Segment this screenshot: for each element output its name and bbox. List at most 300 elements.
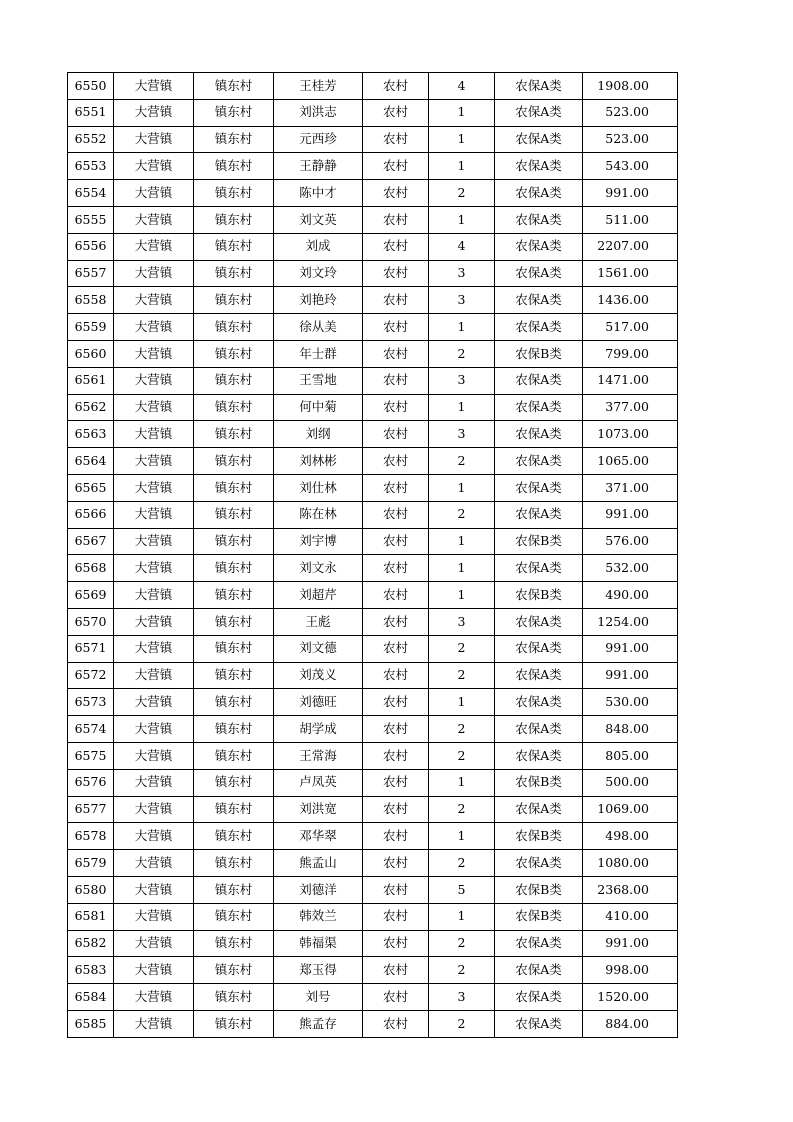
person-count-cell: 2: [429, 501, 495, 528]
person-count-cell: 1: [429, 394, 495, 421]
household-type-cell: 农村: [363, 73, 429, 100]
insurance-category-cell: 农保B类: [495, 823, 583, 850]
row-number-cell: 6577: [68, 796, 114, 823]
household-type-cell: 农村: [363, 823, 429, 850]
person-count-cell: 5: [429, 876, 495, 903]
town-cell: 大营镇: [114, 421, 194, 448]
insurance-category-cell: 农保A类: [495, 635, 583, 662]
amount-cell: 2368.00: [583, 876, 678, 903]
name-cell: 刘仕林: [274, 474, 363, 501]
table-row: [68, 662, 678, 689]
town-cell: 大营镇: [114, 233, 194, 260]
village-cell: 镇东村: [194, 99, 274, 126]
table-row: [68, 367, 678, 394]
name-cell: 陈中才: [274, 180, 363, 207]
table-row: [68, 233, 678, 260]
name-cell: 刘文永: [274, 555, 363, 582]
insurance-category-cell: 农保B类: [495, 340, 583, 367]
village-cell: 镇东村: [194, 555, 274, 582]
household-type-cell: 农村: [363, 528, 429, 555]
village-cell: 镇东村: [194, 448, 274, 475]
row-number-cell: 6556: [68, 233, 114, 260]
town-cell: 大营镇: [114, 206, 194, 233]
household-type-cell: 农村: [363, 206, 429, 233]
person-count-cell: 1: [429, 823, 495, 850]
insurance-category-cell: 农保A类: [495, 421, 583, 448]
household-type-cell: 农村: [363, 501, 429, 528]
person-count-cell: 1: [429, 126, 495, 153]
table-row: [68, 716, 678, 743]
row-number-cell: 6550: [68, 73, 114, 100]
household-type-cell: 农村: [363, 287, 429, 314]
person-count-cell: 2: [429, 957, 495, 984]
insurance-category-cell: 农保A类: [495, 99, 583, 126]
insurance-category-cell: 农保A类: [495, 73, 583, 100]
table-row: [68, 99, 678, 126]
name-cell: 王彪: [274, 608, 363, 635]
row-number-cell: 6551: [68, 99, 114, 126]
amount-cell: 1069.00: [583, 796, 678, 823]
name-cell: 何中菊: [274, 394, 363, 421]
village-cell: 镇东村: [194, 73, 274, 100]
household-type-cell: 农村: [363, 716, 429, 743]
household-type-cell: 农村: [363, 340, 429, 367]
household-type-cell: 农村: [363, 394, 429, 421]
town-cell: 大营镇: [114, 582, 194, 609]
person-count-cell: 1: [429, 153, 495, 180]
row-number-cell: 6555: [68, 206, 114, 233]
village-cell: 镇东村: [194, 930, 274, 957]
row-number-cell: 6585: [68, 1010, 114, 1037]
person-count-cell: 2: [429, 635, 495, 662]
town-cell: 大营镇: [114, 1010, 194, 1037]
person-count-cell: 3: [429, 260, 495, 287]
household-type-cell: 农村: [363, 796, 429, 823]
household-type-cell: 农村: [363, 474, 429, 501]
table-row: [68, 153, 678, 180]
row-number-cell: 6570: [68, 608, 114, 635]
amount-cell: 1065.00: [583, 448, 678, 475]
village-cell: 镇东村: [194, 957, 274, 984]
insurance-category-cell: 农保A类: [495, 180, 583, 207]
household-type-cell: 农村: [363, 180, 429, 207]
person-count-cell: 2: [429, 850, 495, 877]
records-table: [67, 72, 678, 1038]
town-cell: 大营镇: [114, 126, 194, 153]
town-cell: 大营镇: [114, 742, 194, 769]
name-cell: 刘洪宽: [274, 796, 363, 823]
insurance-category-cell: 农保A类: [495, 287, 583, 314]
amount-cell: 1471.00: [583, 367, 678, 394]
insurance-category-cell: 农保A类: [495, 608, 583, 635]
insurance-category-cell: 农保A类: [495, 474, 583, 501]
row-number-cell: 6584: [68, 984, 114, 1011]
table-row: [68, 984, 678, 1011]
amount-cell: 490.00: [583, 582, 678, 609]
amount-cell: 991.00: [583, 662, 678, 689]
person-count-cell: 2: [429, 796, 495, 823]
amount-cell: 998.00: [583, 957, 678, 984]
name-cell: 徐从美: [274, 314, 363, 341]
table-row: [68, 180, 678, 207]
insurance-category-cell: 农保A类: [495, 233, 583, 260]
town-cell: 大营镇: [114, 823, 194, 850]
household-type-cell: 农村: [363, 260, 429, 287]
village-cell: 镇东村: [194, 180, 274, 207]
row-number-cell: 6579: [68, 850, 114, 877]
village-cell: 镇东村: [194, 233, 274, 260]
name-cell: 熊孟存: [274, 1010, 363, 1037]
name-cell: 刘艳玲: [274, 287, 363, 314]
table-row: [68, 769, 678, 796]
amount-cell: 1520.00: [583, 984, 678, 1011]
insurance-category-cell: 农保A类: [495, 957, 583, 984]
table-row: [68, 126, 678, 153]
town-cell: 大营镇: [114, 367, 194, 394]
village-cell: 镇东村: [194, 876, 274, 903]
row-number-cell: 6552: [68, 126, 114, 153]
table-row: [68, 823, 678, 850]
household-type-cell: 农村: [363, 608, 429, 635]
town-cell: 大营镇: [114, 528, 194, 555]
person-count-cell: 2: [429, 716, 495, 743]
person-count-cell: 2: [429, 662, 495, 689]
town-cell: 大营镇: [114, 314, 194, 341]
insurance-category-cell: 农保A类: [495, 501, 583, 528]
insurance-category-cell: 农保A类: [495, 153, 583, 180]
table-row: [68, 206, 678, 233]
household-type-cell: 农村: [363, 582, 429, 609]
name-cell: 王雪地: [274, 367, 363, 394]
amount-cell: 498.00: [583, 823, 678, 850]
amount-cell: 523.00: [583, 126, 678, 153]
household-type-cell: 农村: [363, 233, 429, 260]
name-cell: 郑玉得: [274, 957, 363, 984]
household-type-cell: 农村: [363, 984, 429, 1011]
name-cell: 刘成: [274, 233, 363, 260]
town-cell: 大营镇: [114, 769, 194, 796]
table-row: [68, 287, 678, 314]
table-row: [68, 903, 678, 930]
village-cell: 镇东村: [194, 796, 274, 823]
household-type-cell: 农村: [363, 367, 429, 394]
table-row: [68, 635, 678, 662]
person-count-cell: 1: [429, 903, 495, 930]
town-cell: 大营镇: [114, 153, 194, 180]
table-row: [68, 608, 678, 635]
table-row: [68, 689, 678, 716]
row-number-cell: 6574: [68, 716, 114, 743]
table-row: [68, 448, 678, 475]
household-type-cell: 农村: [363, 635, 429, 662]
village-cell: 镇东村: [194, 662, 274, 689]
amount-cell: 991.00: [583, 635, 678, 662]
insurance-category-cell: 农保B类: [495, 582, 583, 609]
insurance-category-cell: 农保A类: [495, 742, 583, 769]
row-number-cell: 6563: [68, 421, 114, 448]
insurance-category-cell: 农保B类: [495, 903, 583, 930]
name-cell: 王桂芳: [274, 73, 363, 100]
insurance-category-cell: 农保A类: [495, 448, 583, 475]
table-row: [68, 394, 678, 421]
table-row: [68, 528, 678, 555]
household-type-cell: 农村: [363, 99, 429, 126]
village-cell: 镇东村: [194, 340, 274, 367]
row-number-cell: 6573: [68, 689, 114, 716]
town-cell: 大营镇: [114, 850, 194, 877]
town-cell: 大营镇: [114, 501, 194, 528]
table-row: [68, 555, 678, 582]
person-count-cell: 1: [429, 555, 495, 582]
table-row: [68, 742, 678, 769]
village-cell: 镇东村: [194, 367, 274, 394]
village-cell: 镇东村: [194, 314, 274, 341]
person-count-cell: 2: [429, 1010, 495, 1037]
row-number-cell: 6564: [68, 448, 114, 475]
household-type-cell: 农村: [363, 448, 429, 475]
person-count-cell: 3: [429, 287, 495, 314]
town-cell: 大营镇: [114, 903, 194, 930]
table-row: [68, 474, 678, 501]
person-count-cell: 1: [429, 528, 495, 555]
table-row: [68, 340, 678, 367]
person-count-cell: 2: [429, 448, 495, 475]
person-count-cell: 2: [429, 180, 495, 207]
village-cell: 镇东村: [194, 769, 274, 796]
amount-cell: 805.00: [583, 742, 678, 769]
amount-cell: 799.00: [583, 340, 678, 367]
town-cell: 大营镇: [114, 716, 194, 743]
row-number-cell: 6575: [68, 742, 114, 769]
insurance-category-cell: 农保A类: [495, 716, 583, 743]
amount-cell: 377.00: [583, 394, 678, 421]
row-number-cell: 6569: [68, 582, 114, 609]
row-number-cell: 6571: [68, 635, 114, 662]
row-number-cell: 6558: [68, 287, 114, 314]
town-cell: 大营镇: [114, 180, 194, 207]
row-number-cell: 6583: [68, 957, 114, 984]
insurance-category-cell: 农保B类: [495, 769, 583, 796]
name-cell: 韩效兰: [274, 903, 363, 930]
household-type-cell: 农村: [363, 850, 429, 877]
table-row: [68, 260, 678, 287]
amount-cell: 991.00: [583, 180, 678, 207]
household-type-cell: 农村: [363, 421, 429, 448]
person-count-cell: 1: [429, 206, 495, 233]
amount-cell: 523.00: [583, 99, 678, 126]
insurance-category-cell: 农保A类: [495, 689, 583, 716]
row-number-cell: 6561: [68, 367, 114, 394]
person-count-cell: 4: [429, 233, 495, 260]
insurance-category-cell: 农保A类: [495, 555, 583, 582]
household-type-cell: 农村: [363, 126, 429, 153]
person-count-cell: 4: [429, 73, 495, 100]
amount-cell: 500.00: [583, 769, 678, 796]
name-cell: 刘洪志: [274, 99, 363, 126]
person-count-cell: 2: [429, 742, 495, 769]
table-row: [68, 582, 678, 609]
village-cell: 镇东村: [194, 582, 274, 609]
row-number-cell: 6560: [68, 340, 114, 367]
name-cell: 刘文英: [274, 206, 363, 233]
name-cell: 元西珍: [274, 126, 363, 153]
village-cell: 镇东村: [194, 528, 274, 555]
village-cell: 镇东村: [194, 126, 274, 153]
amount-cell: 1908.00: [583, 73, 678, 100]
person-count-cell: 2: [429, 930, 495, 957]
name-cell: 胡学成: [274, 716, 363, 743]
amount-cell: 543.00: [583, 153, 678, 180]
person-count-cell: 1: [429, 99, 495, 126]
amount-cell: 371.00: [583, 474, 678, 501]
amount-cell: 884.00: [583, 1010, 678, 1037]
town-cell: 大营镇: [114, 99, 194, 126]
town-cell: 大营镇: [114, 287, 194, 314]
row-number-cell: 6559: [68, 314, 114, 341]
table-row: [68, 314, 678, 341]
row-number-cell: 6562: [68, 394, 114, 421]
person-count-cell: 3: [429, 984, 495, 1011]
town-cell: 大营镇: [114, 876, 194, 903]
amount-cell: 517.00: [583, 314, 678, 341]
village-cell: 镇东村: [194, 206, 274, 233]
village-cell: 镇东村: [194, 394, 274, 421]
table-row: [68, 1010, 678, 1037]
name-cell: 年士群: [274, 340, 363, 367]
name-cell: 王静静: [274, 153, 363, 180]
town-cell: 大营镇: [114, 73, 194, 100]
table-row: [68, 421, 678, 448]
row-number-cell: 6568: [68, 555, 114, 582]
name-cell: 卢凤英: [274, 769, 363, 796]
insurance-category-cell: 农保A类: [495, 984, 583, 1011]
name-cell: 陈在林: [274, 501, 363, 528]
village-cell: 镇东村: [194, 823, 274, 850]
insurance-category-cell: 农保A类: [495, 1010, 583, 1037]
household-type-cell: 农村: [363, 957, 429, 984]
household-type-cell: 农村: [363, 1010, 429, 1037]
village-cell: 镇东村: [194, 501, 274, 528]
name-cell: 王常海: [274, 742, 363, 769]
amount-cell: 576.00: [583, 528, 678, 555]
household-type-cell: 农村: [363, 769, 429, 796]
name-cell: 刘文玲: [274, 260, 363, 287]
name-cell: 刘茂义: [274, 662, 363, 689]
amount-cell: 1073.00: [583, 421, 678, 448]
insurance-category-cell: 农保A类: [495, 394, 583, 421]
name-cell: 刘林彬: [274, 448, 363, 475]
amount-cell: 511.00: [583, 206, 678, 233]
row-number-cell: 6567: [68, 528, 114, 555]
town-cell: 大营镇: [114, 796, 194, 823]
insurance-category-cell: 农保A类: [495, 796, 583, 823]
name-cell: 刘德旺: [274, 689, 363, 716]
town-cell: 大营镇: [114, 662, 194, 689]
village-cell: 镇东村: [194, 635, 274, 662]
insurance-category-cell: 农保A类: [495, 850, 583, 877]
row-number-cell: 6554: [68, 180, 114, 207]
name-cell: 刘德洋: [274, 876, 363, 903]
table-row: [68, 501, 678, 528]
amount-cell: 2207.00: [583, 233, 678, 260]
amount-cell: 410.00: [583, 903, 678, 930]
amount-cell: 1080.00: [583, 850, 678, 877]
household-type-cell: 农村: [363, 689, 429, 716]
insurance-category-cell: 农保A类: [495, 206, 583, 233]
amount-cell: 991.00: [583, 930, 678, 957]
village-cell: 镇东村: [194, 474, 274, 501]
person-count-cell: 1: [429, 314, 495, 341]
village-cell: 镇东村: [194, 421, 274, 448]
insurance-category-cell: 农保B类: [495, 528, 583, 555]
town-cell: 大营镇: [114, 555, 194, 582]
town-cell: 大营镇: [114, 340, 194, 367]
row-number-cell: 6557: [68, 260, 114, 287]
village-cell: 镇东村: [194, 608, 274, 635]
name-cell: 熊孟山: [274, 850, 363, 877]
amount-cell: 532.00: [583, 555, 678, 582]
insurance-category-cell: 农保A类: [495, 314, 583, 341]
person-count-cell: 3: [429, 608, 495, 635]
household-type-cell: 农村: [363, 555, 429, 582]
name-cell: 刘号: [274, 984, 363, 1011]
amount-cell: 1561.00: [583, 260, 678, 287]
town-cell: 大营镇: [114, 394, 194, 421]
town-cell: 大营镇: [114, 448, 194, 475]
table-row: [68, 930, 678, 957]
name-cell: 刘纲: [274, 421, 363, 448]
town-cell: 大营镇: [114, 930, 194, 957]
insurance-category-cell: 农保A类: [495, 367, 583, 394]
row-number-cell: 6580: [68, 876, 114, 903]
village-cell: 镇东村: [194, 903, 274, 930]
row-number-cell: 6572: [68, 662, 114, 689]
person-count-cell: 1: [429, 474, 495, 501]
village-cell: 镇东村: [194, 984, 274, 1011]
person-count-cell: 3: [429, 421, 495, 448]
town-cell: 大营镇: [114, 260, 194, 287]
insurance-category-cell: 农保B类: [495, 876, 583, 903]
name-cell: 刘文德: [274, 635, 363, 662]
village-cell: 镇东村: [194, 1010, 274, 1037]
row-number-cell: 6581: [68, 903, 114, 930]
insurance-category-cell: 农保A类: [495, 126, 583, 153]
village-cell: 镇东村: [194, 742, 274, 769]
insurance-category-cell: 农保A类: [495, 260, 583, 287]
table-row: [68, 876, 678, 903]
insurance-category-cell: 农保A类: [495, 662, 583, 689]
town-cell: 大营镇: [114, 957, 194, 984]
row-number-cell: 6578: [68, 823, 114, 850]
village-cell: 镇东村: [194, 716, 274, 743]
name-cell: 刘宇博: [274, 528, 363, 555]
household-type-cell: 农村: [363, 662, 429, 689]
town-cell: 大营镇: [114, 474, 194, 501]
person-count-cell: 1: [429, 769, 495, 796]
village-cell: 镇东村: [194, 287, 274, 314]
row-number-cell: 6553: [68, 153, 114, 180]
household-type-cell: 农村: [363, 314, 429, 341]
village-cell: 镇东村: [194, 260, 274, 287]
amount-cell: 1436.00: [583, 287, 678, 314]
village-cell: 镇东村: [194, 850, 274, 877]
household-type-cell: 农村: [363, 742, 429, 769]
town-cell: 大营镇: [114, 984, 194, 1011]
village-cell: 镇东村: [194, 689, 274, 716]
insurance-category-cell: 农保A类: [495, 930, 583, 957]
household-type-cell: 农村: [363, 876, 429, 903]
records-table-body: [68, 73, 678, 1038]
